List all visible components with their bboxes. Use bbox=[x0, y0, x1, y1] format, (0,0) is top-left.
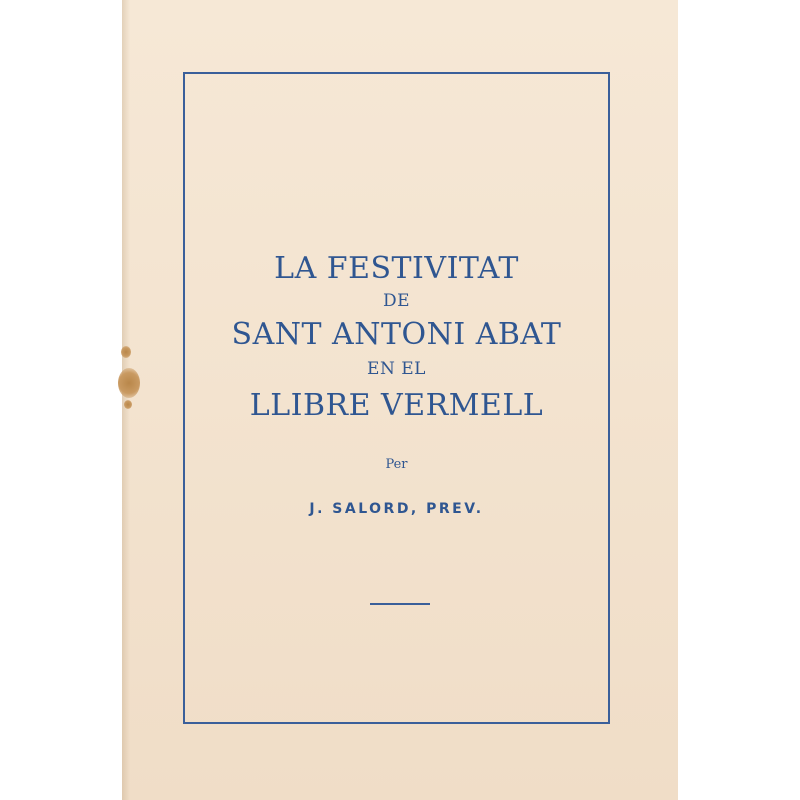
by-label: Per bbox=[385, 457, 408, 472]
paper-stain bbox=[121, 346, 131, 358]
title-line-5: LLIBRE VERMELL bbox=[249, 388, 544, 423]
title-line-1: LA FESTIVITAT bbox=[274, 251, 519, 286]
title-line-4: EN EL bbox=[367, 359, 426, 379]
author-name: J. SALORD, PREV. bbox=[309, 501, 484, 517]
paper-stain bbox=[124, 400, 132, 409]
decorative-rule bbox=[370, 603, 430, 605]
title-line-2: DE bbox=[382, 291, 411, 311]
title-line-3: SANT ANTONI ABAT bbox=[231, 317, 562, 352]
paper-stain bbox=[118, 368, 140, 398]
